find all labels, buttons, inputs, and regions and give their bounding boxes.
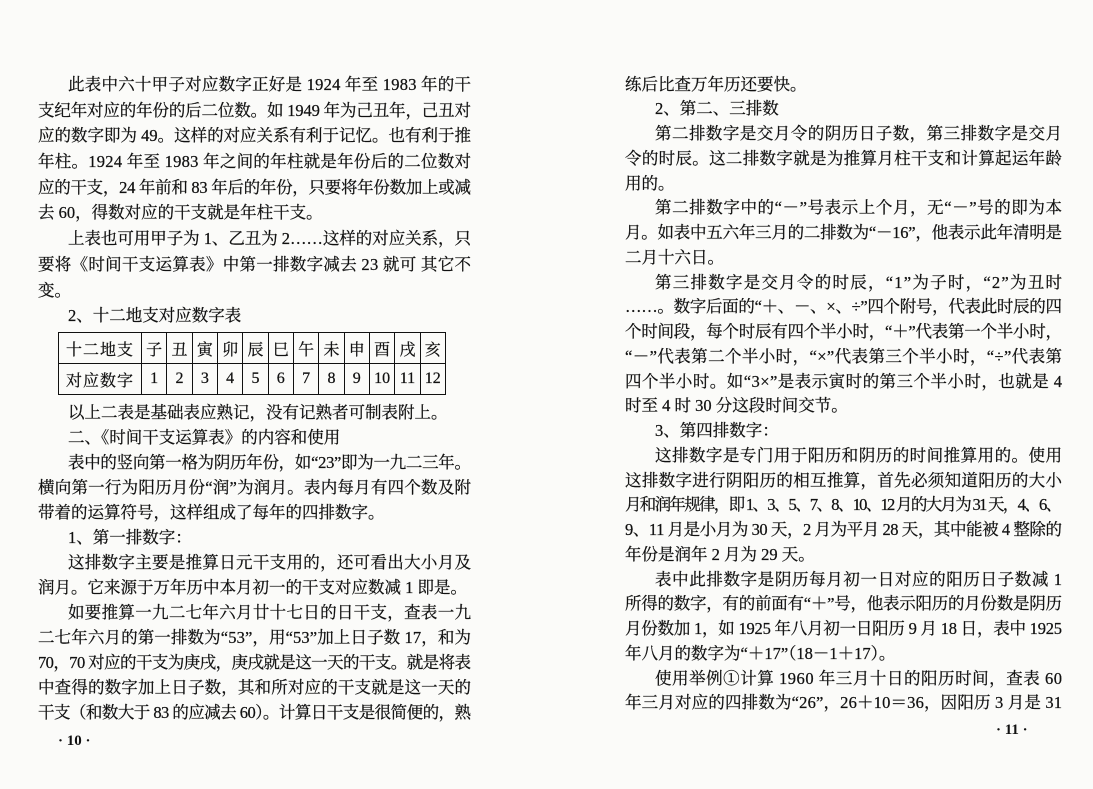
text-line-content: 以上二表是基础表应熟记，没有记熟者可制表附上。 (68, 402, 448, 422)
table-cell: 寅 (192, 333, 217, 364)
text-line (38, 625, 471, 650)
text-line-content: 上表也可用甲子为 1、乙丑为 2……这样的对应关系，只 (68, 229, 471, 249)
text-line-content: 要将《时间干支运算表》中第一排数字减去 23 就可 其它不 (38, 254, 472, 274)
text-line-content: 第三排数字是交月令的时辰，“1”为子时，“2”为丑时 (655, 272, 1064, 292)
text-line-content: 使用举例①计算 1960 年三月十日的阳历时间，查表 60 (655, 668, 1063, 688)
text-line-content: 四个半小时。如“3×”是表示寅时的第三个半小时，也就是 4 (625, 371, 1063, 391)
text-line-content: 令的时辰。这二排数字就是为推算月柱干支和计算起运年龄 (625, 148, 1063, 168)
text-line (38, 600, 471, 625)
table-cell: 11 (395, 364, 420, 395)
section-heading-text: 1、第一排数字： (68, 527, 192, 547)
text-line (625, 493, 1062, 518)
table-cell: 12 (420, 364, 445, 395)
right-page-text (625, 73, 1062, 717)
text-line-content: 9、11 月是小月为 30 天，2 月为平月 28 天，其中能被 4 整除的 (625, 520, 1062, 540)
table-cell: 6 (268, 364, 293, 395)
table-header-cell: 十二地支 (59, 333, 142, 364)
table-cell: 未 (319, 333, 344, 364)
text-line (625, 147, 1062, 172)
section-heading (38, 525, 471, 550)
text-line (625, 73, 1062, 98)
text-line-content: 表中的竖向第一格为阴历年份，如“23”即为一九二三年。 (68, 452, 471, 472)
text-line-content: 月份数加 1，如 1925 年八月初一日阳历 9 月 18 日，表中 1925 (625, 619, 1062, 639)
text-line-content: 二七年六月的第一排数为“53”，用“53”加上日子数 17，和为 (38, 628, 472, 648)
text-line (625, 543, 1062, 568)
table-header-cell: 对应数字 (59, 364, 142, 395)
table-cell: 戌 (395, 333, 420, 364)
table-cell: 申 (344, 333, 369, 364)
text-line (38, 650, 471, 675)
section-heading-text: 2、十二地支对应数字表 (68, 306, 242, 326)
text-line (38, 550, 471, 575)
table-row-values (59, 364, 446, 395)
text-line (625, 320, 1062, 345)
text-line-content: 年三月对应的四排数为“26”，26＋10＝36，因阳历 3 月是 31 (625, 693, 1063, 713)
text-line (625, 295, 1062, 320)
text-line (38, 575, 471, 600)
text-line (625, 691, 1062, 716)
text-line-content: 月和润年规律，即 1、3、5、7、8、10、12 月的大月为 31 天，4、6、 (625, 495, 1061, 515)
section-heading (625, 419, 1062, 444)
text-line (625, 518, 1062, 543)
text-line (625, 667, 1062, 692)
text-line-content: 变。 (38, 280, 71, 300)
text-line (625, 172, 1062, 197)
text-line (625, 196, 1062, 221)
text-line (625, 345, 1062, 370)
text-line-content: 带着的运算符号，这样组成了每年的四排数字。 (38, 502, 385, 522)
table-cell: 巳 (268, 333, 293, 364)
section-heading (38, 303, 471, 329)
text-line (38, 475, 471, 500)
text-line-content: 年柱。1924 年至 1983 年之间的年柱就是年份后的二位数对 (38, 152, 472, 172)
text-line (625, 444, 1062, 469)
text-line (38, 450, 471, 475)
text-line (38, 500, 471, 525)
text-line-content: 第二排数字是交月令的阴历日子数，第三排数字是交月 (655, 124, 1063, 144)
section-heading-text: 二、《时间干支运算表》的内容和使用 (68, 427, 341, 447)
text-line-content: 应的干支，24 年前和 83 年后的年份，只要将年份数加上或减 (38, 177, 471, 197)
section-heading (625, 97, 1062, 122)
text-line (625, 271, 1062, 296)
table-cell: 5 (243, 364, 268, 395)
text-line (38, 675, 471, 700)
table-cell: 2 (167, 364, 192, 395)
table-cell: 卯 (217, 333, 242, 364)
text-line (625, 122, 1062, 147)
table-cell: 亥 (420, 333, 445, 364)
text-line-content: 年份是润年 2 月为 29 天。 (625, 544, 815, 564)
section-heading-text: 2、第二、三排数 (655, 99, 779, 119)
text-line-content: 月。如表中五六年三月的二排数为“－16”，他表示此年清明是 (625, 223, 1062, 243)
text-line (625, 394, 1062, 419)
table-cell: 3 (192, 364, 217, 395)
earthly-branch-table-wrapper (58, 332, 446, 395)
table-cell: 1 (142, 364, 167, 395)
text-line (625, 246, 1062, 271)
text-line-content: 横向第一行为阳历月份“润”为润月。表内每月有四个数及附 (38, 477, 472, 497)
text-line-content: 第二排数字中的“－”号表示上个月，无“－”号的即为本 (655, 198, 1063, 218)
text-line-content: 这排数字主要是推算日元干支用的，还可看出大小月及 (68, 552, 472, 572)
text-line-content: 时至 4 时 30 分这段时间交节。 (625, 396, 848, 416)
text-line (38, 98, 471, 124)
table-cell: 酉 (369, 333, 394, 364)
text-line (625, 221, 1062, 246)
text-line-content: 用的。 (625, 173, 675, 193)
left-page-text-bottom (38, 400, 471, 726)
text-line (625, 617, 1062, 642)
text-line-content: 润月。它来源于万年历中本月初一的干支对应数减 1 即是。 (38, 578, 467, 598)
table-cell: 辰 (243, 333, 268, 364)
text-line-content: 如要推算一九二七年六月廿十七日的日干支，查表一九 (68, 603, 472, 623)
text-line (38, 149, 471, 175)
text-line-content: 干支（和数大于 83 的应减去 60）。计算日干支是很简便的，熟 (38, 703, 471, 723)
table-cell: 10 (369, 364, 394, 395)
text-line (625, 642, 1062, 667)
table-cell: 丑 (167, 333, 192, 364)
text-line (38, 123, 471, 149)
text-line-content: 练后比查万年历还要快。 (625, 74, 807, 94)
text-line (625, 592, 1062, 617)
text-line (625, 469, 1062, 494)
text-line-content: 70，70 对应的干支为庚戌，庚戌就是这一天的干支。就是将表 (38, 653, 471, 673)
table-cell: 9 (344, 364, 369, 395)
text-line-content: 支纪年对应的年份的后二位数。如 1949 年为己丑年，己丑对 (38, 100, 471, 120)
table-cell: 午 (293, 333, 318, 364)
table-cell: 8 (319, 364, 344, 395)
text-line-content: 表中此排数字是阴历每月初一日对应的阳历日子数减 1 (655, 569, 1063, 589)
table-cell: 4 (217, 364, 242, 395)
text-line-content: 二月十六日。 (625, 247, 724, 267)
text-line (38, 226, 471, 252)
table-cell: 7 (293, 364, 318, 395)
text-line-content: 年八月的数字为“＋17”（18－1＋17）。 (625, 643, 896, 663)
text-line-content: 所得的数字，有的前面有“＋”号，他表示阳历的月份数是阴历 (625, 594, 1062, 614)
page-number: · 10 · (58, 733, 91, 749)
text-line-content: 这排数字进行阴阳历的相互推算，首先必须知道阳历的大小 (625, 470, 1063, 490)
text-line-content: 这排数字是专门用于阳历和阴历的时间推算用的。使用 (655, 445, 1063, 465)
text-line (38, 175, 471, 201)
section-heading-text: 3、第四排数字： (655, 421, 779, 441)
text-line (38, 400, 471, 425)
text-line (38, 72, 471, 98)
text-line-content: 此表中六十甲子对应数字正好是 1924 年至 1983 年的干 (68, 75, 472, 94)
text-line (38, 700, 471, 725)
text-line (38, 278, 471, 304)
text-line-content: 个时间段，每个时辰有四个半小时，“＋”代表第一个半小时， (625, 322, 1062, 342)
table-row-branches (59, 333, 446, 364)
left-page-text-top (38, 72, 471, 329)
text-line (38, 200, 471, 226)
text-line-content: 去 60，得数对应的干支就是年柱干支。 (38, 203, 323, 223)
section-heading (38, 425, 471, 450)
text-line (625, 568, 1062, 593)
text-line-content: ……。数字后面的“＋、－、×、÷”四个附号，代表此时辰的四 (625, 297, 1062, 317)
text-line-content: 应的数字即为 49。这样的对应关系有利于记忆。也有利于推 (38, 126, 471, 146)
text-line (38, 252, 471, 278)
text-line (625, 370, 1062, 395)
text-line-content: 中查得的数字加上日子数，其和所对应的干支就是这一天的 (38, 678, 472, 698)
text-line-content: “－”代表第二个半小时，“×”代表第三个半小时，“÷”代表第 (625, 346, 1063, 366)
earthly-branch-table (58, 332, 446, 395)
table-cell: 子 (142, 333, 167, 364)
page-number: · 11 · (996, 722, 1028, 738)
